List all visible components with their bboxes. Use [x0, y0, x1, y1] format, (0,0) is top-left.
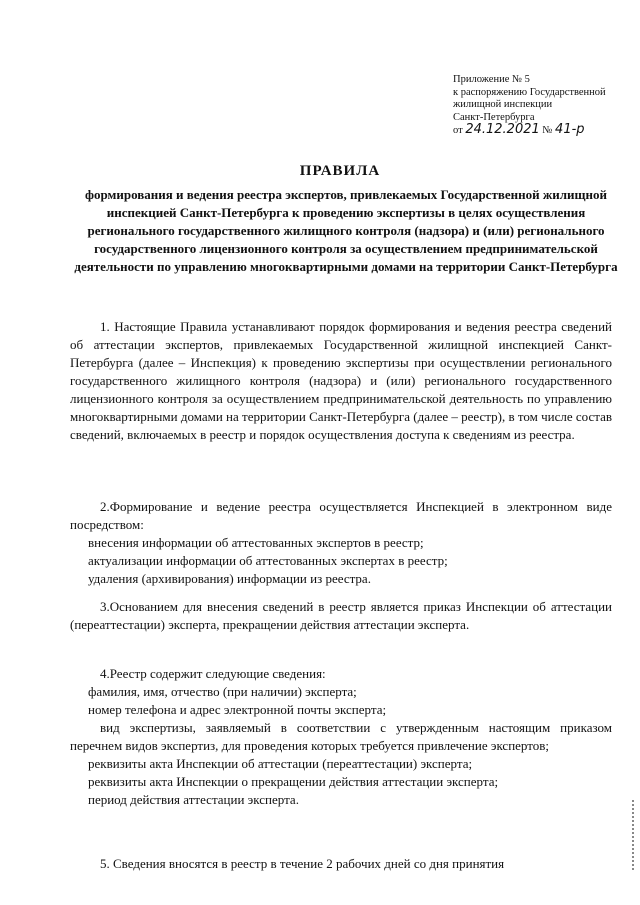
section-4-item: период действия аттестации эксперта. — [88, 792, 299, 807]
section-2-item: актуализации информации об аттестованных экспертах в реестр; — [88, 553, 448, 568]
handwritten-date: 24.12.2021 — [465, 122, 540, 137]
annex-line-2: к распоряжению Государственной — [453, 86, 606, 98]
annex-line-1: Приложение № 5 — [453, 74, 530, 85]
section-2 — [70, 498, 612, 588]
section-2-lead: 2.Формирование и ведение реестра осуществляется Инспекцией в электронном виде посредством: — [70, 499, 612, 532]
annex-date-line — [453, 124, 633, 138]
annex-block — [453, 74, 633, 138]
section-4-item: реквизиты акта Инспекции о прекращении действия аттестации эксперта; — [88, 774, 499, 789]
section-3 — [70, 598, 612, 634]
section-5 — [70, 855, 612, 873]
section-2-item: внесения информации об аттестованных экспертов в реестр; — [88, 535, 424, 550]
section-4-item: реквизиты акта Инспекции об аттестации (переаттестации) эксперта; — [88, 756, 473, 771]
section-2-item: удаления (архивирования) информации из реестра. — [88, 571, 371, 586]
number-prefix: № — [542, 125, 553, 136]
section-4-item: номер телефона и адрес электронной почты эксперта; — [88, 702, 387, 717]
section-1-text: 1. Настоящие Правила устанавливают порядок формирования и ведения реестра сведений об аттестации экспертов, привлекаемых Государственной жилищной инспекцией Санкт-Петербурга (далее – Инспекция) к проведению экспертизы при осуществлении регионального государственного жилищного контроля (надзора) и (или) регионального государственного лицензионного контроля за осуществлением предпринимательской деятельность по управлению многоквартирными домами на территории Санкт-Петербурга (далее – реестр), в том числе состав сведений, включаемых в реестр и порядок осуществления доступа к сведениям из реестра. — [70, 319, 612, 442]
document-subtitle: формирования и ведения реестра экспертов, привлекаемых Государственной жилищной инспекцией Санкт-Петербурга к проведению экспертизы в целях осуществления регионального государственного жилищного контроля (надзора) и (или) регионального государственного лицензионного контроля за осуществлением предпринимательской деятельности по управлению многоквартирными домами на территории Санкт-Петербурга — [74, 187, 618, 274]
section-4 — [70, 665, 612, 809]
annex-line-4: Санкт-Петербурга — [453, 111, 535, 123]
section-3-text: 3.Основанием для внесения сведений в реестр является приказ Инспекции об аттестации (переаттестации) эксперта, прекращении действия аттестации эксперта. — [70, 599, 612, 632]
scan-edge-mark — [632, 800, 640, 870]
section-4-lead: 4.Реестр содержит следующие сведения: — [100, 666, 326, 681]
handwritten-number: 41-р — [555, 122, 585, 137]
document-title: ПРАВИЛА — [299, 163, 381, 179]
section-5-text: 5. Сведения вносятся в реестр в течение 2 рабочих дней со дня принятия — [100, 856, 505, 871]
section-4-item: вид экспертизы, заявляемый в соответствии с утвержденным настоящим приказом перечнем видов экспертиз, для проведения которых требуется привлечение экспертов; — [70, 720, 612, 753]
section-4-item: фамилия, имя, отчество (при наличии) эксперта; — [88, 684, 357, 699]
date-prefix: от — [453, 125, 463, 136]
annex-line-3: жилищной инспекции — [453, 99, 553, 110]
section-1 — [70, 318, 612, 444]
